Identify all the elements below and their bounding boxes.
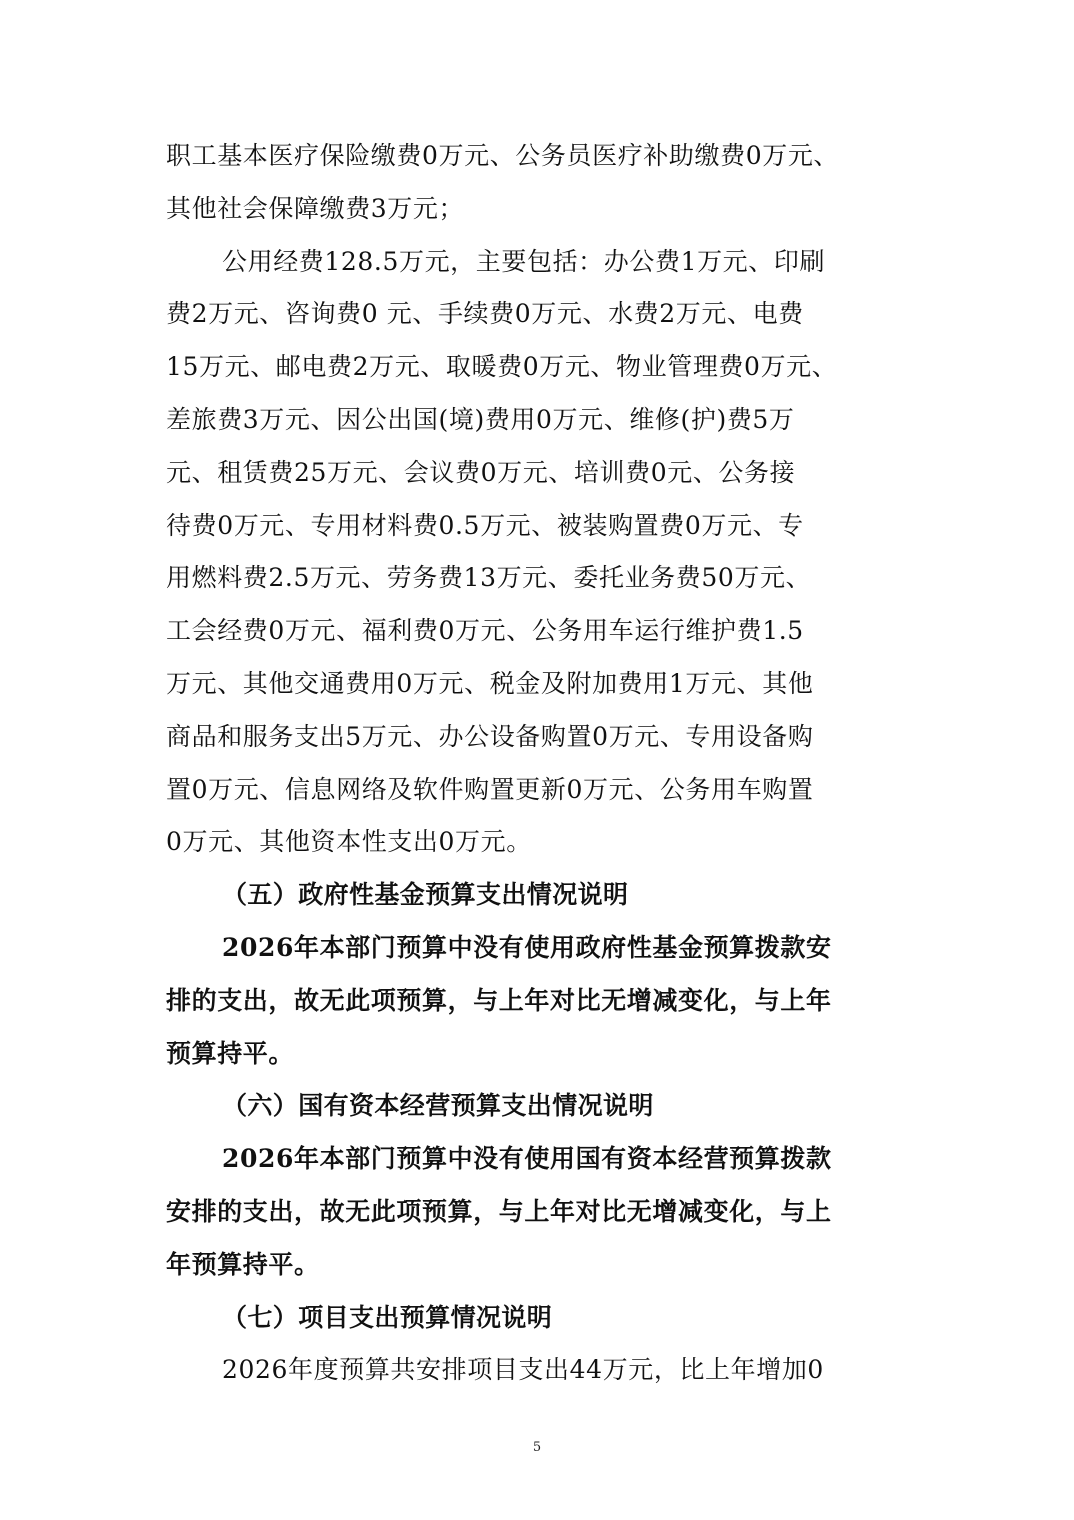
paragraph-continued — [166, 130, 914, 236]
text-line: 公用经费128.5万元，主要包括：办公费1万元、印刷 — [222, 246, 826, 276]
text-line: 商品和服务支出5万元、办公设备购置0万元、专用设备购 — [166, 721, 814, 751]
text-line: 职工基本医疗保险缴费0万元、公务员医疗补助缴费0万元、 — [166, 141, 840, 170]
paragraph — [166, 1344, 914, 1397]
text-line: 0万元、其他资本性支出0万元。 — [166, 827, 532, 857]
text-line: 差旅费3万元、因公出国(境)费用0万元、维修(护)费5万 — [166, 404, 795, 434]
paragraph-bold — [166, 922, 914, 1080]
text-line: 排的支出，故无此项预算，与上年对比无增减变化，与上年 — [166, 985, 832, 1015]
text-line: 2026年本部门预算中没有使用国有资本经营预算拨款 — [222, 1144, 832, 1174]
paragraph-bold — [166, 1133, 914, 1291]
text-line: 安排的支出，故无此项预算，与上年对比无增减变化，与上 — [166, 1196, 832, 1226]
text-line: （六）国有资本经营预算支出情况说明 — [222, 1091, 654, 1121]
text-line: 预算持平。 — [166, 1038, 295, 1068]
text-line: 元、租赁费25万元、会议费0万元、培训费0元、公务接 — [166, 457, 796, 487]
text-line: 2026年度预算共安排项目支出44万元，比上年增加0 — [222, 1355, 824, 1385]
text-line: 工会经费0万元、福利费0万元、公务用车运行维护费1.5 — [166, 616, 804, 646]
paragraph — [166, 236, 914, 870]
text-line: 费2万元、咨询费0 元、手续费0万元、水费2万元、电费 — [166, 299, 804, 329]
text-line: （五）政府性基金预算支出情况说明 — [222, 880, 629, 910]
text-line: 万元、其他交通费用0万元、税金及附加费用1万元、其他 — [166, 668, 814, 698]
text-line: 其他社会保障缴费3万元； — [166, 193, 465, 223]
text-line: 2026年本部门预算中没有使用政府性基金预算拨款安 — [222, 932, 832, 962]
document-body — [166, 130, 914, 1397]
section-heading — [166, 869, 914, 922]
text-line: 待费0万元、专用材料费0.5万元、被装购置费0万元、专 — [166, 510, 804, 540]
section-heading — [166, 1292, 914, 1345]
text-line: 置0万元、信息网络及软件购置更新0万元、公务用车购置 — [166, 774, 814, 804]
text-line: 15万元、邮电费2万元、取暖费0万元、物业管理费0万元、 — [166, 352, 838, 382]
text-line: 用燃料费2.5万元、劳务费13万元、委托业务费50万元、 — [166, 563, 812, 593]
page-number: 5 — [532, 1440, 542, 1455]
text-line: 年预算持平。 — [166, 1249, 320, 1279]
text-line: （七）项目支出预算情况说明 — [222, 1302, 553, 1332]
section-heading — [166, 1080, 914, 1133]
